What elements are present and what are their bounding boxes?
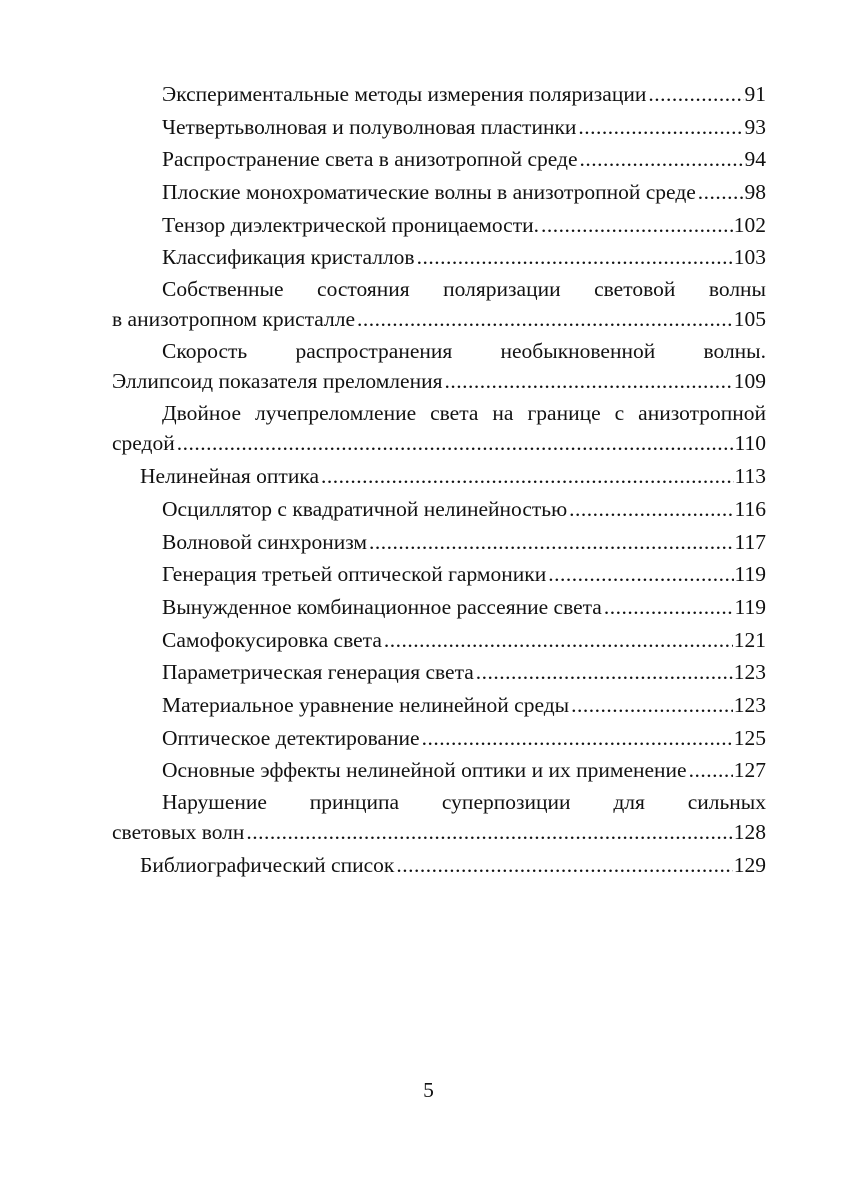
toc-entry-title: Параметрическая генерация света	[162, 660, 474, 685]
dot-leader	[442, 366, 732, 396]
toc-entry-title: Нелинейная оптика	[140, 464, 319, 489]
toc-entry-title: Вынужденное комбинационное рассеяние света	[162, 594, 602, 619]
dot-leader	[546, 558, 733, 591]
toc-entry-page: 123	[733, 692, 766, 717]
dot-leader	[602, 591, 734, 624]
dot-leader	[474, 656, 733, 689]
toc-entry-page: 119	[734, 594, 766, 619]
dot-leader	[578, 143, 744, 176]
dot-leader	[394, 849, 732, 882]
toc-entry	[112, 336, 766, 396]
toc-entry-page: 91	[744, 82, 766, 106]
toc-section-entry	[112, 849, 766, 882]
toc-entry	[112, 111, 766, 144]
toc-entry	[112, 754, 766, 787]
toc-entry-page: 117	[734, 529, 766, 554]
toc-entry-title: Материальное уравнение нелинейной среды	[162, 692, 570, 717]
toc-entry-title: Оптическое детектирование	[162, 725, 420, 750]
toc-entry-page: 109	[733, 369, 766, 394]
toc-entry-title-line1: Двойное лучепреломление света на границе с анизотропной	[162, 401, 766, 426]
toc-entry-page: 94	[744, 147, 766, 172]
toc-entry	[112, 176, 766, 209]
page-number: 5	[423, 1078, 434, 1102]
dot-leader	[646, 78, 743, 111]
dot-leader	[569, 689, 733, 722]
toc-entry-title-line1: Скорость распространения необыкновенной волны.	[162, 339, 766, 364]
toc-entry-title: Библиографический список	[140, 853, 395, 877]
toc-entry	[112, 241, 766, 274]
dot-leader	[382, 624, 733, 657]
dot-leader	[567, 493, 733, 526]
toc-entry-page: 127	[733, 758, 766, 783]
toc-entry-title: Генерация третьей оптической гармоники	[162, 562, 547, 587]
toc-entry-page: 105	[733, 307, 766, 332]
toc-entry-page: 119	[734, 562, 766, 587]
toc-section-entry	[112, 460, 766, 493]
toc-entry	[112, 209, 766, 242]
toc-entry	[112, 689, 766, 722]
toc-entry-page: 103	[733, 245, 766, 270]
toc-entry	[112, 398, 766, 458]
toc-entry-page: 98	[744, 180, 766, 205]
toc-entry	[112, 143, 766, 176]
toc-entry-title: Основные эффекты нелинейной оптики и их применение	[162, 758, 687, 783]
table-of-contents	[112, 78, 766, 882]
toc-entry-title: Плоские монохроматические волны в анизотропной среде	[162, 180, 696, 205]
toc-entry-title-line2: световых волн	[112, 820, 245, 844]
toc-entry-title-line1: Нарушение принципа суперпозиции для сильных	[162, 790, 766, 814]
toc-entry-title-line2: Эллипсоид показателя преломления	[112, 369, 443, 394]
toc-entry-title: Тензор диэлектрической проницаемости.	[162, 212, 539, 237]
toc-entry	[112, 722, 766, 755]
toc-entry	[112, 787, 766, 847]
toc-entry-title: Волновой синхронизм	[162, 529, 368, 554]
toc-entry-page: 129	[733, 853, 766, 877]
dot-leader	[355, 304, 733, 334]
toc-entry-title: Самофокусировка света	[162, 627, 382, 652]
toc-entry-page: 125	[733, 725, 766, 750]
dot-leader	[687, 754, 733, 787]
toc-entry-page: 93	[744, 114, 766, 139]
dot-leader	[319, 460, 734, 493]
toc-entry	[112, 78, 766, 111]
toc-entry-page: 128	[733, 820, 766, 844]
toc-entry-title: Четвертьволновая и полуволновая пластинки	[162, 114, 577, 139]
toc-entry-page: 110	[734, 431, 766, 456]
dot-leader	[696, 176, 744, 209]
dot-leader	[539, 209, 733, 242]
dot-leader	[420, 722, 733, 755]
toc-entry-title: Распространение света в анизотропной среде	[162, 147, 578, 172]
toc-entry-title-line1: Собственные состояния поляризации световой волны	[162, 277, 766, 302]
dot-leader	[244, 817, 732, 847]
toc-entry-page: 113	[734, 464, 766, 489]
toc-entry	[112, 493, 766, 526]
toc-entry-page: 121	[733, 627, 766, 652]
dot-leader	[367, 526, 734, 559]
toc-entry	[112, 558, 766, 591]
toc-entry	[112, 274, 766, 334]
toc-entry	[112, 624, 766, 657]
dot-leader	[175, 428, 734, 458]
toc-entry-page: 123	[733, 660, 766, 685]
toc-entry-title-line2: в анизотропном кристалле	[112, 307, 356, 332]
dot-leader	[415, 241, 733, 274]
toc-entry	[112, 526, 766, 559]
toc-entry-title: Экспериментальные методы измерения поляризации	[162, 82, 647, 106]
toc-entry-title-line2: средой	[112, 431, 175, 456]
toc-entry	[112, 591, 766, 624]
toc-entry-title: Осциллятор с квадратичной нелинейностью	[162, 496, 568, 521]
toc-entry-page: 102	[733, 212, 766, 237]
dot-leader	[576, 111, 743, 144]
toc-entry-page: 116	[734, 496, 766, 521]
toc-entry-title: Классификация кристаллов	[162, 245, 415, 270]
toc-entry	[112, 656, 766, 689]
